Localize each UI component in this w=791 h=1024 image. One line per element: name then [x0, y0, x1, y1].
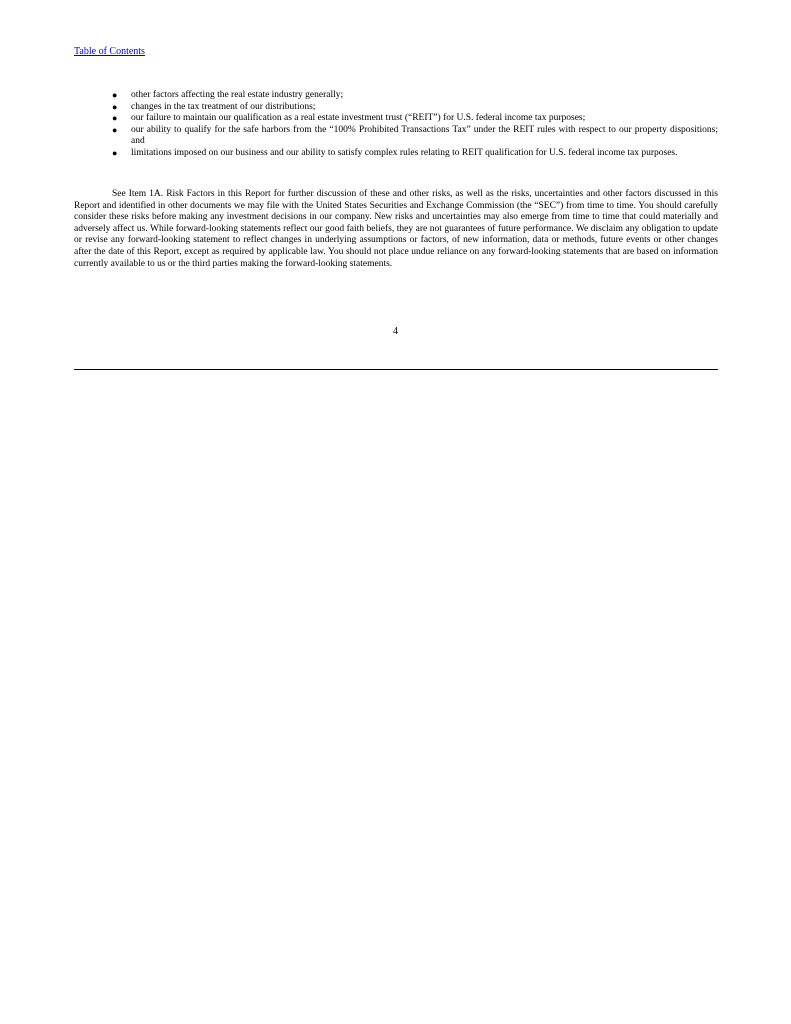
bullet-icon: ●: [112, 147, 118, 158]
list-item-text: other factors affecting the real estate industry generally;: [131, 90, 344, 100]
list-item: [74, 125, 718, 148]
risk-factor-list: [74, 90, 718, 160]
table-of-contents-link[interactable]: Table of Contents: [74, 46, 145, 57]
page-divider: [74, 369, 718, 370]
list-item-text: changes in the tax treatment of our distributions;: [131, 101, 316, 112]
bullet-icon: ●: [112, 124, 118, 135]
list-item-text: our failure to maintain our qualification as a real estate investment trust (“REIT”) for U.S. federal income tax purposes;: [131, 113, 586, 124]
bullet-icon: ●: [112, 90, 118, 100]
list-item: [74, 113, 718, 125]
list-item-text: our ability to qualify for the safe harbors from the “100% Prohibited Transactions Tax” under the REIT rules with respect to our property dispositions; and: [131, 124, 718, 147]
body-paragraph: See Item 1A. Risk Factors in this Report for further discussion of these and other risks, as well as the risks, uncertainties and other factors discussed in this Report and identified in other documents we may file with the United States Securities and Exchange Commission (the “SEC”) from time to time. You should carefully consider these risks before making any investment decisions in our company. New risks and uncertainties may also emerge from time to time that could materially and adversely affect us. While forward-looking statements reflect our good faith beliefs, they are not guarantees of future performance. We disclaim any obligation to update or revise any forward-looking statement to reflect changes in underlying assumptions or factors, of new information, data or methods, future events or other changes after the date of this Report, except as required by applicable law. You should not place undue reliance on any forward-looking statements that are based on information currently available to us or the third parties making the forward-looking statements.: [74, 189, 718, 269]
list-item: [74, 148, 718, 160]
list-item: [74, 102, 718, 114]
list-item-text: limitations imposed on our business and our ability to satisfy complex rules relating to REIT qualification for U.S. federal income tax purposes.: [131, 147, 678, 158]
page-number: 4: [393, 326, 398, 337]
bullet-icon: ●: [112, 101, 118, 112]
list-item: [74, 90, 718, 102]
bullet-icon: ●: [112, 113, 118, 124]
